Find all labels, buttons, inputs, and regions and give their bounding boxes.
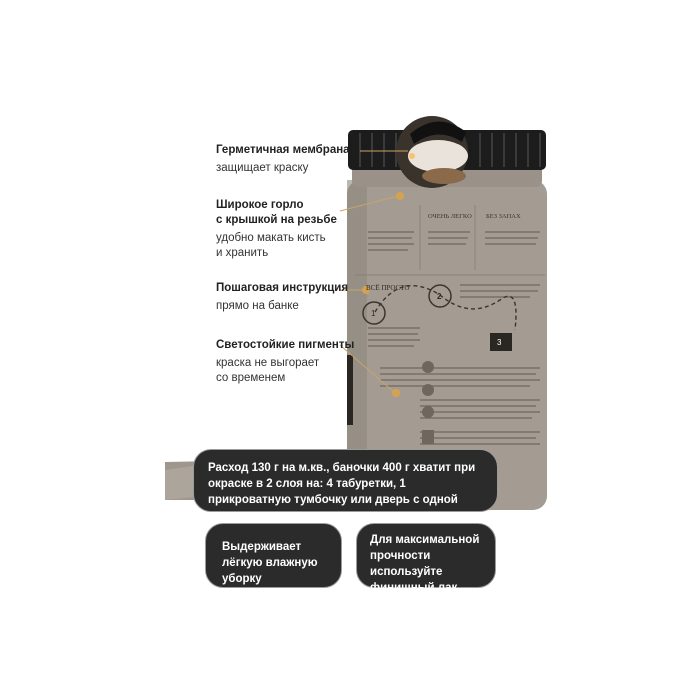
callout-title: Светостойкие пигменты [216,339,355,351]
step-2-label: 2 [437,292,442,301]
callout-body: краска не выгорает со временем [216,357,320,384]
membrane-inset [396,116,468,188]
callout-membrane [216,143,396,176]
jar-label-easy: ОЧЕНЬ ЛЕГКО [428,213,472,220]
cleaning-info-box [205,523,342,588]
callout-body: удобно макать кисть и хранить [216,232,326,259]
cleaning-info-text: Выдерживает лёгкую влажную уборку [222,541,318,585]
callout-wide-neck [216,198,396,261]
jar-label-simple: ВСЁ ПРОСТО [366,284,410,292]
coverage-info-text: Расход 130 г на м.кв., баночки 400 г хватит при окраске в 2 слоя на: 4 табуретки, 1 прикроватную тумбочку или дверь с одной стороны [208,462,476,522]
callout-body: защищает краску [216,162,309,174]
callout-title: Широкое горло с крышкой на резьбе [216,199,337,226]
callout-body: прямо на банке [216,300,299,312]
callout-instruction [216,281,396,314]
callout-title: Пошаговая инструкция [216,282,349,294]
callout-title: Герметичная мембрана [216,144,350,156]
callout-pigments [216,338,396,386]
coverage-info-box [193,449,498,522]
step-3-label: 3 [497,338,502,347]
finish-varnish-box [356,523,496,594]
finish-varnish-text: Для максимальной прочности используйте финишный лак [370,534,480,594]
jar-label-no-smell: БЕЗ ЗАПАХ [486,213,521,220]
step-1-label: 1 [371,309,376,318]
